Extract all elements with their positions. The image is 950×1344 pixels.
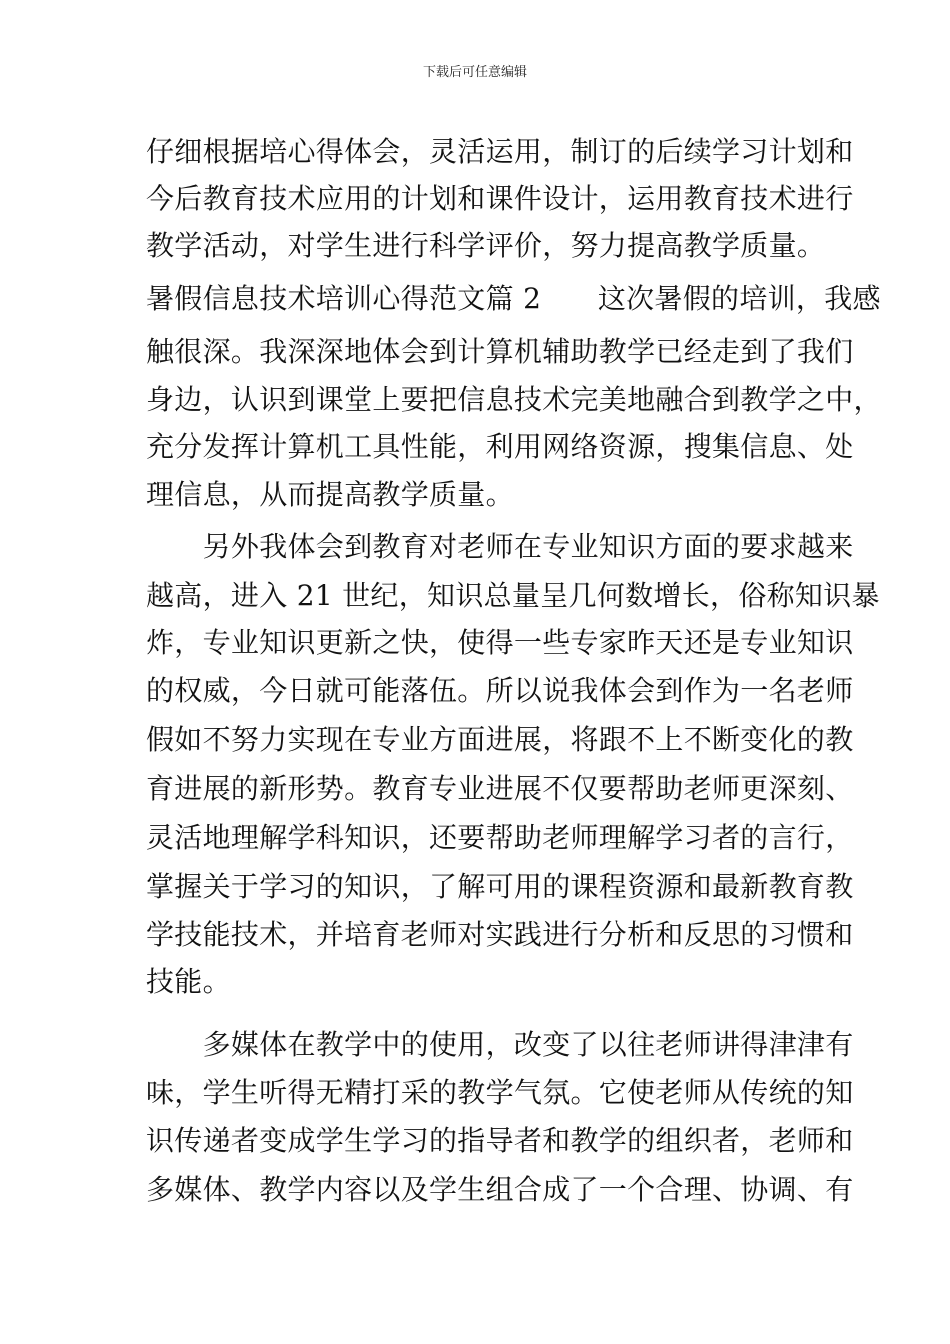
section-heading-line: 暑假信息技术培训心得范文篇 2 这次暑假的培训，我感 [146, 282, 881, 315]
text-line: 教学活动，对学生进行科学评价，努力提高教学质量。 [146, 229, 826, 262]
text-line: 理信息，从而提高教学质量。 [146, 478, 514, 511]
text-line: 多媒体、教学内容以及学生组合成了一个合理、协调、有 [146, 1173, 854, 1206]
text-line: 越高，进入 21 世纪，知识总量呈几何数增长，俗称知识暴 [146, 579, 880, 612]
text-line: 灵活地理解学科知识，还要帮助老师理解学习者的言行， [146, 821, 854, 854]
text-line: 味，学生听得无精打采的教学气氛。它使老师从传统的知 [146, 1076, 854, 1109]
text-line: 掌握关于学习的知识，了解可用的课程资源和最新教育教 [146, 870, 854, 903]
text-line: 充分发挥计算机工具性能，利用网络资源，搜集信息、处 [146, 430, 854, 463]
text-line: 育进展的新形势。教育专业进展不仅要帮助老师更深刻、 [146, 772, 854, 805]
text-line: 仔细根据培心得体会，灵活运用，制订的后续学习计划和 [146, 135, 854, 168]
text-line: 识传递者变成学生学习的指导者和教学的组织者，老师和 [146, 1124, 854, 1157]
text-line: 触很深。我深深地体会到计算机辅助教学已经走到了我们 [146, 335, 854, 368]
paragraph-first-line: 另外我体会到教育对老师在专业知识方面的要求越来 [146, 530, 854, 563]
paragraph-first-line: 多媒体在教学中的使用，改变了以往老师讲得津津有 [146, 1028, 854, 1061]
text-line: 的权威，今日就可能落伍。所以说我体会到作为一名老师 [146, 674, 854, 707]
page-header: 下载后可任意编辑 [422, 65, 527, 80]
text-line: 今后教育技术应用的计划和课件设计，运用教育技术进行 [146, 182, 854, 215]
text-line: 技能。 [146, 965, 231, 998]
text-line: 学技能技术，并培育老师对实践进行分析和反思的习惯和 [146, 918, 854, 951]
text-line: 炸，专业知识更新之快，使得一些专家昨天还是专业知识 [146, 626, 854, 659]
text-line: 假如不努力实现在专业方面进展，将跟不上不断变化的教 [146, 723, 854, 756]
text-line: 身边，认识到课堂上要把信息技术完美地融合到教学之中， [146, 383, 882, 416]
